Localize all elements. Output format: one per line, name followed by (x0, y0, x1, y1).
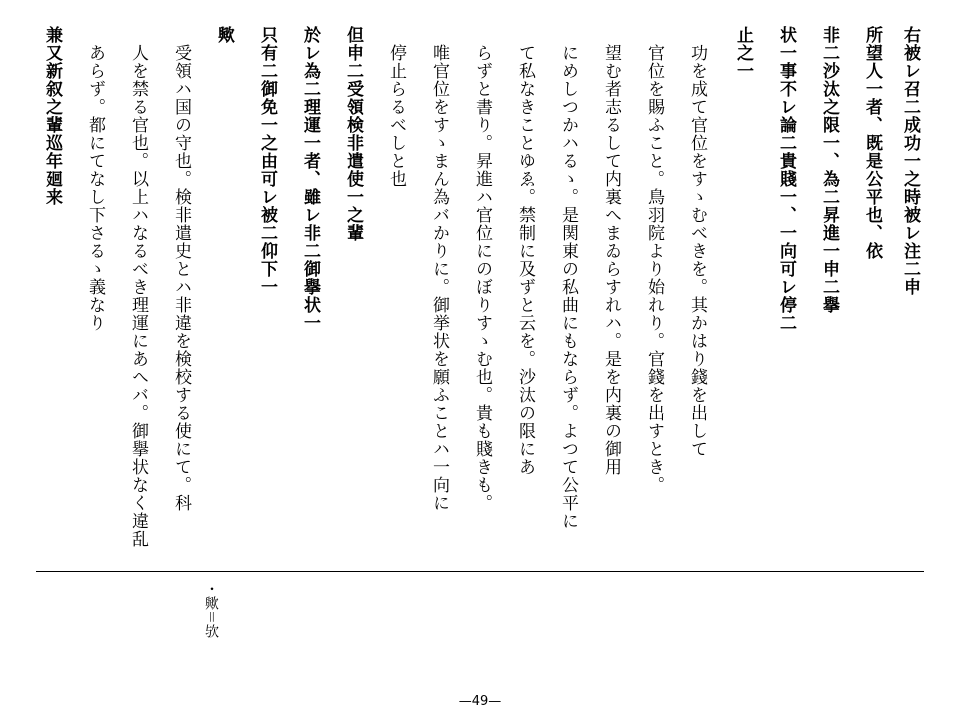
commentary-line: 停止らるべしと也 (386, 44, 406, 188)
original-line: 於レ為二理運一者、雖レ非二御擧状一 (300, 26, 320, 332)
footnote-divider (36, 571, 924, 572)
original-line: 状一事不レ論二貴賤一、一向可レ停二 (776, 26, 796, 332)
commentary-line: 受領ハ国の守也。検非遣史とハ非違を検校する使にて。科 (171, 44, 191, 512)
page-number: —49— (458, 694, 502, 709)
original-line: 止之一 (733, 26, 753, 80)
original-line: 只有二御免一之由可レ被二仰下一 (257, 26, 277, 296)
original-line: 但申二受領検非遣使一之輩 (343, 26, 363, 242)
original-line: 所望人一者、既是公平也、依 (862, 26, 882, 260)
original-line: 兼又新叙之輩巡年廻来 (42, 26, 62, 206)
commentary-line: にめしつかハるゝ。是関東の私曲にもならず。よつて公平に (558, 44, 578, 530)
commentary-line: らずと書り。昇進ハ官位にのぼりすゝむ也。貴も賤きも。 (472, 44, 492, 512)
original-line: 非二沙汰之限一、為二昇進一申二擧 (819, 26, 839, 314)
footnote: ・歟＝欤 (203, 582, 219, 638)
commentary-line: 官位を賜ふこと。鳥羽院より始れり。官錢を出すとき。 (644, 44, 664, 494)
original-line: 歟 (214, 26, 234, 44)
commentary-line: 望む者志るして内裏へまゐらすれハ。是を内裏の御用 (601, 44, 621, 476)
commentary-line: 人を禁る官也。以上ハなるべき理運にあへバ。御擧状なく違乱 (128, 44, 148, 548)
commentary-line: あらず。都にてなし下さるゝ義なり (85, 44, 105, 332)
original-line: 右被レ召二成功一之時被レ注二申 (900, 26, 920, 296)
commentary-line: て私なきことゆゑ。禁制に及ずと云を。沙汰の限にあ (515, 44, 535, 476)
commentary-line: 唯官位をすゝまん為バかりに。御挙状を願ふことハ一向に (429, 44, 449, 512)
commentary-line: 功を成て官位をすゝむべきを。其かはり錢を出して (687, 44, 707, 458)
